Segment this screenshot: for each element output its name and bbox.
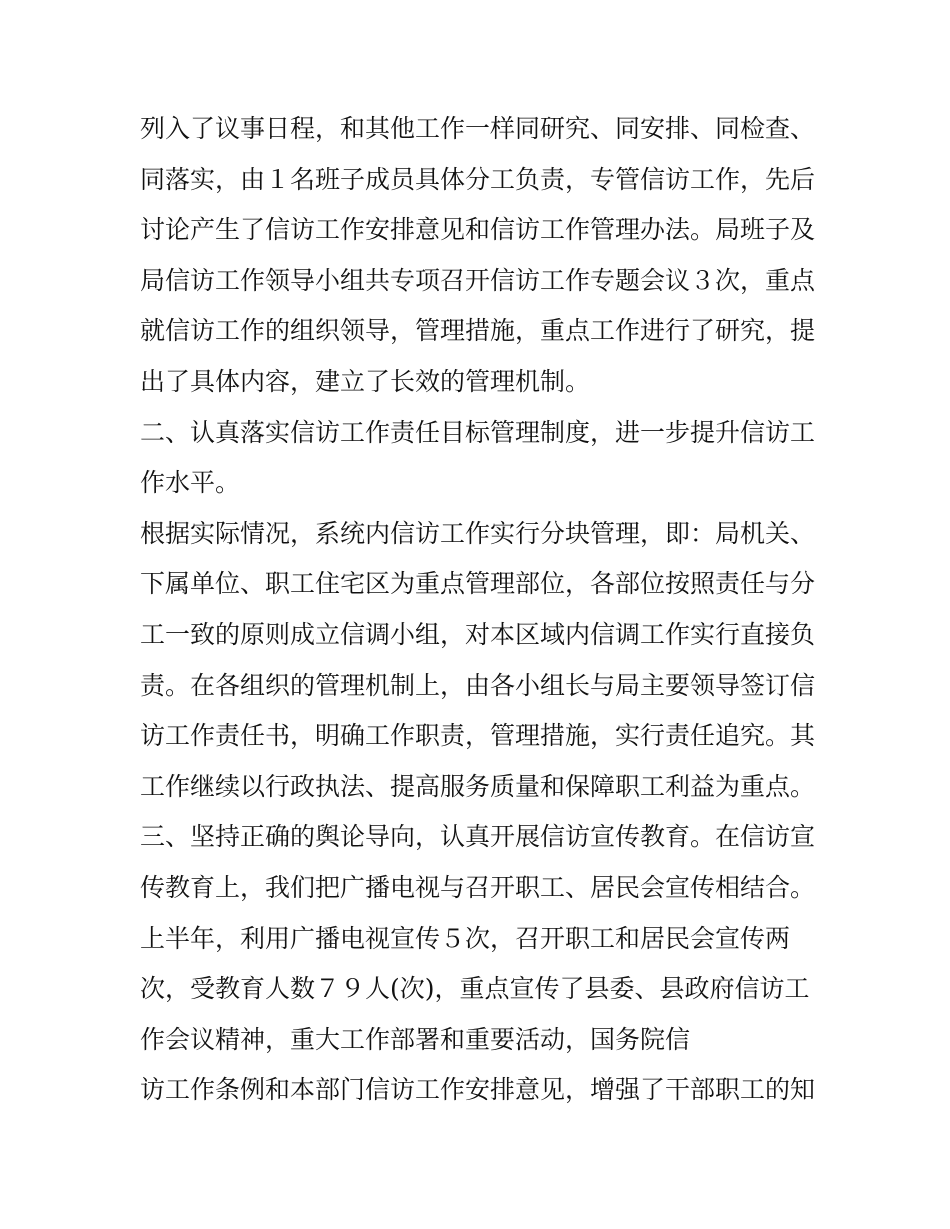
text-line: 作会议精神，重大工作部署和重要活动，国务院信 — [140, 1024, 691, 1054]
text-line: 工一致的原则成立信调小组，对本区域内信调工作实行直接负 — [140, 619, 816, 649]
text-line: 访工作责任书，明确工作职责，管理措施，实行责任追究。其 — [140, 721, 816, 751]
text-line: 上半年，利用广播电视宣传５次，召开职工和居民会宣传两 — [140, 923, 791, 953]
text-line: 根据实际情况，系统内信访工作实行分块管理，即：局机关、 — [140, 518, 816, 548]
text-line: 下属单位、职工住宅区为重点管理部位，各部位按照责任与分 — [140, 569, 816, 599]
text-line: 局信访工作领导小组共专项召开信访工作专题会议３次，重点 — [140, 265, 816, 295]
text-line: 工作继续以行政执法、提高服务质量和保障职工利益为重点。 — [140, 771, 816, 801]
text-line: 传教育上，我们把广播电视与召开职工、居民会宣传相结合。 — [140, 872, 816, 902]
section-heading-2-cont: 作水平。 — [140, 468, 241, 498]
text-line: 访工作条例和本部门信访工作安排意见，增强了干部职工的知 — [140, 1075, 816, 1105]
text-line: 责。在各组织的管理机制上，由各小组长与局主要领导签订信 — [140, 670, 816, 700]
text-line: 就信访工作的组织领导，管理措施，重点工作进行了研究，提 — [140, 316, 816, 346]
section-heading-2: 二、认真落实信访工作责任目标管理制度，进一步提升信访工 — [140, 417, 816, 447]
document-body — [140, 104, 830, 1116]
text-line: 出了具体内容，建立了长效的管理机制。 — [140, 366, 591, 396]
text-line: 讨论产生了信访工作安排意见和信访工作管理办法。局班子及 — [140, 215, 816, 245]
text-line: 次，受教育人数７９人(次)，重点宣传了县委、县政府信访工 — [140, 974, 810, 1004]
section-heading-3: 三、坚持正确的舆论导向，认真开展信访宣传教育。在信访宣 — [140, 822, 816, 852]
text-line: 列入了议事日程，和其他工作一样同研究、同安排、同检查、 — [140, 114, 816, 143]
text-line: 同落实，由１名班子成员具体分工负责，专管信访工作，先后 — [140, 164, 816, 194]
